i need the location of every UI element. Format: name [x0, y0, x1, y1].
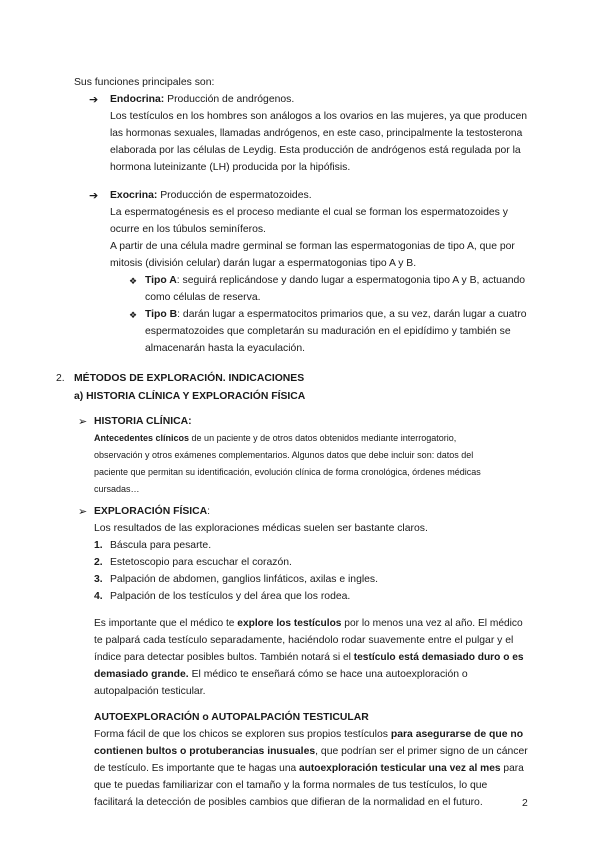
- endocrina-line: elaborada por las células de Leydig. Esta producción de andrógenos está regulada por la: [110, 145, 521, 156]
- auto-line: que te puedas familiarizar con el tamaño y la forma normales de tus testículos, lo que: [94, 780, 488, 791]
- exocrina-p1-line: ocurre en los túbulos seminíferos.: [110, 224, 266, 235]
- list-item: Palpación de los testículos y del área que los rodea.: [110, 591, 351, 602]
- exploracion-lead: Los resultados de las exploraciones médicas suelen ser bastante claros.: [94, 523, 428, 534]
- endocrina-line: las hormonas sexuales, llamadas andrógenos, en este caso, principalmente la testosterona: [110, 128, 523, 139]
- exploracion-para-line: te palpará cada testículo separadamente, haciéndolo rodar suavemente entre el pulgar y el: [94, 635, 514, 646]
- subsection-title: a) HISTORIA CLÍNICA Y EXPLORACIÓN FÍSICA: [74, 391, 306, 402]
- auto-line: facilitará la detección de posibles cambios que difieran de la normalidad en el futuro.: [94, 797, 483, 808]
- diamond-bullet: ❖: [129, 310, 138, 320]
- auto-line: contienen bultos o protuberancias inusuales, que podrían ser el primer signo de un cáncer: [94, 746, 528, 757]
- list-number: 3.: [94, 574, 103, 585]
- tipo-a-line: Tipo A: seguirá replicándose y dando lugar a espermatogonia tipo A y B, actuando: [145, 275, 526, 286]
- historia-line: observación y otros exámenes complementarios. Algunos datos que debe incluir son: datos del: [94, 450, 474, 460]
- chevron-bullet: ➢: [78, 416, 88, 428]
- exploracion-para-line: índice para detectar posibles bultos. También notará si el testículo está demasiado duro o es: [94, 652, 524, 663]
- historia-line: cursadas…: [94, 484, 140, 494]
- exocrina-p2-line: mitosis (división celular) darán lugar a espermatogonias tipo A y B.: [110, 258, 417, 269]
- historia-line: paciente que permitan su identificación, evolución clínica de forma cronológica, órdenes médicas: [94, 467, 481, 477]
- auto-line: de testículo. Es importante que te hagas una autoexploración testicular una vez al mes para: [94, 763, 524, 774]
- intro-text: Sus funciones principales son:: [74, 77, 215, 88]
- auto-line: Forma fácil de que los chicos se exploren sus propios testículos para asegurarse de que no: [94, 729, 524, 740]
- exploracion-para-line: demasiado grande. El médico te enseñará cómo se hace una autoexploración o: [94, 669, 468, 680]
- exocrina-p2-line: A partir de una célula madre germinal se forman las espermatogonias de tipo A, que por: [110, 241, 515, 252]
- exploracion-heading: EXPLORACIÓN FÍSICA:: [94, 506, 211, 517]
- page-number: 2: [522, 798, 528, 809]
- exploracion-para-line: Es importante que el médico te explore los testículos por lo menos una vez al año. El médico: [94, 618, 523, 629]
- tipo-b-line: Tipo B: darán lugar a espermatocitos primarios que, a su vez, darán lugar a cuatro: [145, 309, 527, 320]
- list-item: Estetoscopio para escuchar el corazón.: [110, 557, 292, 568]
- list-number: 4.: [94, 591, 103, 602]
- exocrina-heading: Exocrina: Producción de espermatozoides.: [110, 190, 312, 201]
- endocrina-heading: Endocrina: Producción de andrógenos.: [110, 94, 295, 105]
- diamond-bullet: ❖: [129, 276, 138, 286]
- list-item: Palpación de abdomen, ganglios linfáticos, axilas e ingles.: [110, 574, 379, 585]
- section-title: MÉTODOS DE EXPLORACIÓN. INDICACIONES: [74, 373, 305, 384]
- tipo-b-line: almacenarán hasta la eyaculación.: [145, 343, 305, 354]
- arrow-bullet: ➔: [89, 190, 99, 202]
- tipo-a-line: como células de reserva.: [145, 292, 261, 303]
- auto-heading: AUTOEXPLORACIÓN o AUTOPALPACIÓN TESTICULAR: [94, 712, 369, 723]
- list-number: 2.: [94, 557, 103, 568]
- historia-heading: HISTORIA CLÍNICA:: [94, 416, 192, 427]
- exploracion-para-line: autopalpación testicular.: [94, 686, 206, 697]
- endocrina-line: hormona luteinizante (LH) producida por la hipófisis.: [110, 162, 351, 173]
- historia-line: Antecedentes clínicos de un paciente y de otros datos obtenidos mediante interrogatorio,: [94, 433, 457, 443]
- list-number: 1.: [94, 540, 103, 551]
- chevron-bullet: ➢: [78, 506, 88, 518]
- tipo-b-line: espermatozoides que completarán su maduración en el epidídimo y también se: [145, 326, 511, 337]
- arrow-bullet: ➔: [89, 94, 99, 106]
- endocrina-line: Los testículos en los hombres son análogos a los ovarios en las mujeres, ya que producen: [110, 111, 528, 122]
- section-number: 2.: [56, 373, 65, 384]
- list-item: Báscula para pesarte.: [110, 540, 212, 551]
- exocrina-p1-line: La espermatogénesis es el proceso mediante el cual se forman los espermatozoides y: [110, 207, 508, 218]
